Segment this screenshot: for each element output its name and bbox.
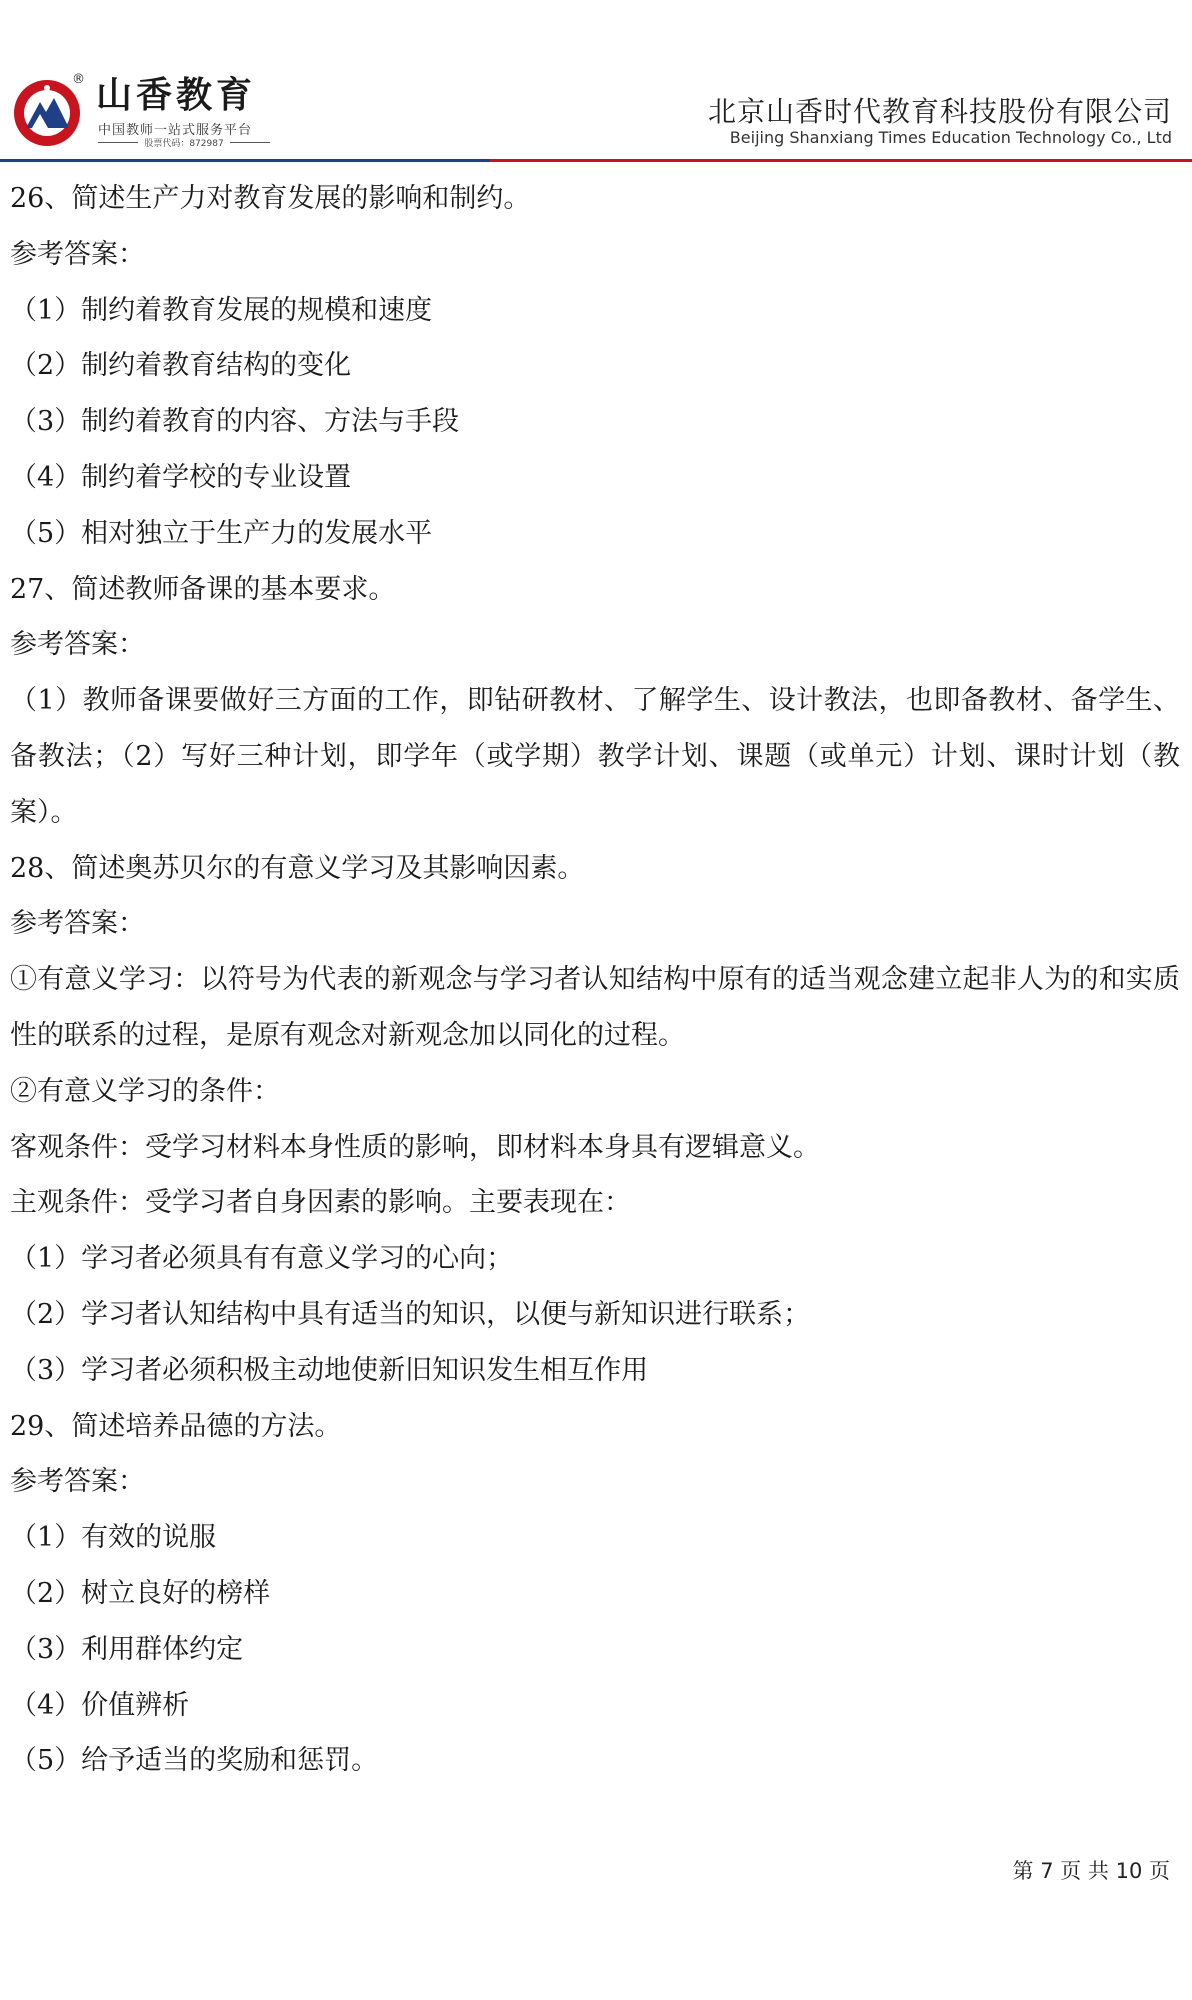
- answer-item: （1）有效的说服: [10, 1522, 217, 1554]
- page-number: 第 7 页 共 10 页: [1012, 1859, 1170, 1883]
- answer-subheading: ②有意义学习的条件：: [10, 1075, 280, 1107]
- answer-label: 参考答案：: [10, 629, 145, 661]
- answer-item: （3）学习者必须积极主动地使新旧知识发生相互作用: [10, 1354, 649, 1386]
- answer-item: （2）制约着教育结构的变化: [10, 350, 352, 382]
- answer-item: （2）学习者认知结构中具有适当的知识，以便与新知识进行联系；: [10, 1298, 811, 1330]
- shanxiang-logo-icon: [12, 78, 82, 148]
- answer-label: 参考答案：: [10, 1466, 145, 1498]
- stock-code: [98, 136, 270, 149]
- answer-item: （1）制约着教育发展的规模和速度: [10, 294, 433, 326]
- answer-item: 主观条件：受学习者自身因素的影响。主要表现在：: [10, 1187, 631, 1219]
- company-name-en: Beijing Shanxiang Times Education Technology Co., Ltd: [729, 128, 1172, 147]
- stock-code-text: 股票代码：872987: [144, 139, 224, 149]
- question-27: 27、简述教师备课的基本要求。: [10, 573, 396, 605]
- page-header: [0, 0, 1192, 165]
- answer-item: （4）价值辨析: [10, 1689, 190, 1721]
- answer-label: 参考答案：: [10, 908, 145, 940]
- answer-item: （4）制约着学校的专业设置: [10, 461, 352, 493]
- header-rule-red: [490, 159, 1192, 162]
- brand-name: 山香教育: [96, 75, 257, 116]
- document-body: [10, 171, 1180, 1789]
- question-29: 29、简述培养品德的方法。: [10, 1410, 342, 1442]
- answer-item: （5）相对独立于生产力的发展水平: [10, 517, 433, 549]
- answer-item: （2）树立良好的榜样: [10, 1577, 271, 1609]
- brand-tagline: 中国教师一站式服务平台: [98, 123, 253, 138]
- answer-paragraph: ①有意义学习：以符号为代表的新观念与学习者认知结构中原有的适当观念建立起非人为的和实质性的联系的过程，是原有观念对新观念加以同化的过程。: [10, 964, 1180, 1051]
- answer-item: （3）利用群体约定: [10, 1633, 244, 1665]
- question-28: 28、简述奥苏贝尔的有意义学习及其影响因素。: [10, 852, 585, 884]
- question-26: 26、简述生产力对教育发展的影响和制约。: [10, 183, 531, 214]
- answer-item: 客观条件：受学习材料本身性质的影响，即材料本身具有逻辑意义。: [10, 1131, 820, 1163]
- answer-item: （1）学习者必须具有有意义学习的心向；: [10, 1243, 514, 1275]
- answer-label: 参考答案：: [10, 238, 145, 270]
- registered-mark: ®: [72, 72, 85, 87]
- answer-paragraph: （1）教师备课要做好三方面的工作，即钻研教材、了解学生、设计教法，也即备教材、备学生、备教法；（2）写好三种计划，即学年（或学期）教学计划、课题（或单元）计划、课时计划（教案）。: [10, 685, 1180, 828]
- answer-item: （3）制约着教育的内容、方法与手段: [10, 406, 460, 438]
- company-name-cn: 北京山香时代教育科技股份有限公司: [707, 95, 1172, 128]
- answer-item: （5）给予适当的奖励和惩罚。: [10, 1745, 379, 1777]
